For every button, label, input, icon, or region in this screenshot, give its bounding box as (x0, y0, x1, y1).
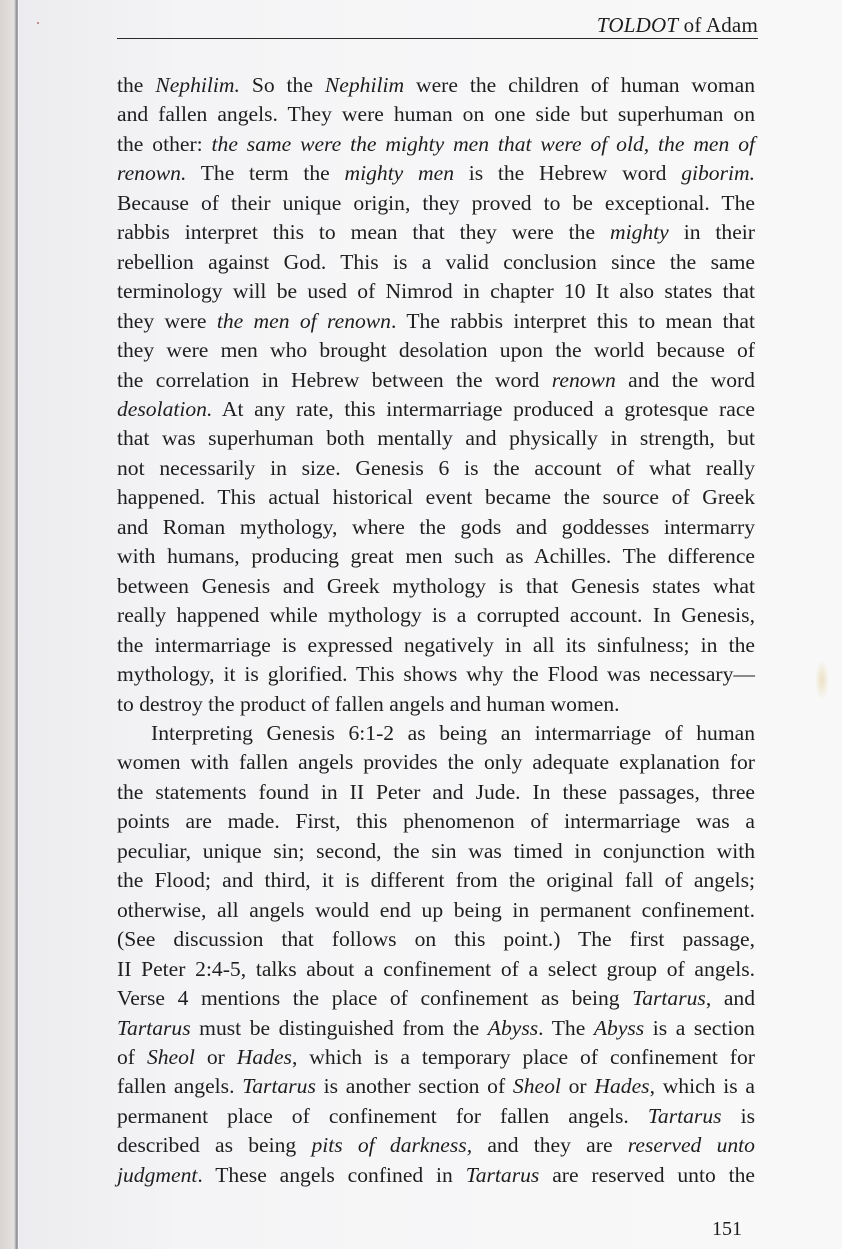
italic-run: giborim. (681, 161, 756, 186)
text-line (117, 631, 755, 660)
page-number: 151 (712, 1218, 742, 1240)
text-line (117, 395, 755, 424)
text-run: permanent place of confinement for fallen angels. (117, 1103, 648, 1128)
text-run: (See discussion that follows on this point.) The first passage, (117, 927, 755, 952)
text-line (117, 925, 755, 954)
text-line (117, 336, 755, 365)
text-run: the Flood; and third, it is different from the original fall of angels; (117, 868, 755, 893)
text-line (117, 1014, 755, 1043)
text-line (117, 189, 755, 218)
text-line (117, 71, 755, 100)
text-run: in their (668, 220, 756, 245)
text-line (117, 1043, 755, 1072)
text-line (117, 660, 755, 689)
paragraph (117, 71, 755, 719)
text-line (117, 218, 755, 247)
text-line (117, 837, 755, 866)
italic-run: Abyss (593, 1015, 645, 1040)
text-line (117, 307, 755, 336)
text-run: with humans, producing great men such as Achilles. The difference (117, 544, 755, 569)
text-run: they were (117, 308, 217, 333)
italic-run: Nephilim (324, 73, 405, 97)
text-run: and they are (472, 1133, 628, 1158)
text-run: peculiar, unique sin; second, the sin was timed in conjunction with (117, 838, 755, 863)
text-run: the correlation in Hebrew between the word (117, 367, 552, 392)
italic-run: Sheol (146, 1044, 195, 1069)
italic-run: Tartarus (647, 1103, 722, 1128)
italic-run: Tartarus (117, 1015, 191, 1040)
text-run: fallen angels. (117, 1074, 243, 1099)
text-run: or (194, 1044, 237, 1069)
text-run: and fallen angels. They were human on one side but superhuman on (117, 102, 755, 127)
text-run: or (560, 1074, 595, 1099)
text-run: . The rabbis interpret this to mean that (390, 308, 756, 333)
text-line (117, 1102, 755, 1131)
text-line (117, 454, 755, 483)
text-line (117, 572, 755, 601)
paper-speck (37, 22, 39, 24)
text-run: So the (239, 73, 325, 97)
text-run: they were men who brought desolation upon the world because of (117, 338, 755, 363)
text-run: rebellion against God. This is a valid conclusion since the same (117, 249, 755, 274)
text-run: the (117, 73, 156, 97)
text-line (117, 1072, 755, 1101)
italic-run: Sheol (512, 1074, 561, 1099)
text-run: . These angels confined in (197, 1162, 466, 1187)
text-line (117, 896, 755, 925)
text-run: terminology will be used of Nimrod in chapter 10 It also states that (117, 279, 755, 304)
text-line (117, 719, 755, 748)
italic-run: desolation. (117, 396, 213, 421)
text-run: mythology, it is glorified. This shows why the Flood was necessary— (117, 662, 755, 687)
italic-run: Nephilim. (155, 73, 240, 97)
text-run: were the children of human woman (404, 73, 755, 97)
text-run: to destroy the product of fallen angels and human women. (117, 691, 620, 716)
italic-run: Tartarus (242, 1074, 316, 1099)
text-run: is the Hebrew word (454, 161, 682, 186)
text-run: and the word (615, 367, 755, 392)
italic-run: the men of renown (216, 308, 391, 333)
text-run: that was superhuman both mentally and physically in strength, but (117, 426, 755, 451)
text-run: , which is a temporary place of confinement for (291, 1044, 755, 1069)
body-text (117, 71, 755, 1190)
text-line (117, 542, 755, 571)
text-run: and Roman mythology, where the gods and goddesses intermarry (117, 514, 755, 539)
text-line (117, 130, 755, 159)
text-run: points are made. First, this phenomenon of intermarriage was a (117, 809, 755, 834)
text-line (117, 778, 755, 807)
text-line (117, 690, 755, 719)
book-gutter-edge (0, 0, 18, 1249)
running-head-title (597, 13, 758, 38)
text-line (117, 366, 755, 395)
italic-run: Tartarus (465, 1162, 540, 1187)
italic-run: Hades (594, 1074, 650, 1099)
text-line (117, 748, 755, 777)
text-line (117, 866, 755, 895)
running-head-title-rest: of Adam (678, 13, 758, 37)
text-run: , and (705, 986, 755, 1011)
italic-run: Hades (236, 1044, 292, 1069)
paragraph (117, 719, 755, 1190)
italic-run: the same were the mighty men that were of old, the men of (211, 131, 755, 156)
text-run: is another section of (315, 1074, 513, 1099)
text-run: women with fallen angels provides the only adequate explanation for (117, 750, 755, 775)
text-run: is (721, 1103, 755, 1128)
text-line (117, 100, 755, 129)
text-run: between Genesis and Greek mythology is that Genesis states what (117, 573, 755, 598)
italic-run: renown (551, 367, 616, 392)
text-run: , which is a (649, 1074, 755, 1099)
text-line (117, 984, 755, 1013)
text-run: Verse 4 mentions the place of confinement as being (117, 986, 633, 1011)
text-run: of (117, 1044, 147, 1069)
text-line (117, 159, 755, 188)
text-run: . The (538, 1015, 594, 1040)
italic-run: mighty (609, 220, 669, 245)
italic-run: judgment (117, 1162, 198, 1187)
text-run: not necessarily in size. Genesis 6 is the account of what really (117, 455, 755, 480)
italic-run: pits of darkness, (311, 1133, 473, 1158)
italic-run: Tartarus (632, 986, 706, 1011)
text-run: The term the (186, 161, 345, 186)
text-run: Interpreting Genesis 6:1-2 as being an intermarriage of human (151, 720, 755, 745)
text-run: rabbis interpret this to mean that they were the (117, 220, 610, 245)
text-run: must be distinguished from the (190, 1015, 488, 1040)
text-line (117, 513, 755, 542)
text-line (117, 601, 755, 630)
italic-run: reserved unto (627, 1133, 755, 1158)
text-line (117, 277, 755, 306)
text-run: the statements found in II Peter and Jude. In these passages, three (117, 779, 755, 804)
text-run: Because of their unique origin, they proved to be exceptional. The (117, 190, 755, 215)
text-run: is a section (644, 1015, 755, 1040)
text-run: described as being (117, 1133, 312, 1158)
text-line (117, 424, 755, 453)
text-run: At any rate, this intermarriage produced a grotesque race (212, 396, 755, 421)
text-run: II Peter 2:4-5, talks about a confinement of a select group of angels. (117, 956, 755, 981)
running-head (117, 10, 758, 39)
text-line (117, 807, 755, 836)
italic-run: Abyss (487, 1015, 539, 1040)
text-line (117, 1161, 755, 1190)
text-line (117, 1131, 755, 1160)
paper-stain (815, 660, 829, 700)
text-line (117, 248, 755, 277)
text-run: happened. This actual historical event became the source of Greek (117, 485, 755, 510)
italic-run: mighty men (344, 161, 454, 186)
running-head-title-italic: TOLDOT (596, 13, 679, 37)
text-line (117, 955, 755, 984)
text-run: otherwise, all angels would end up being in permanent confinement. (117, 897, 755, 922)
text-run: the intermarriage is expressed negatively in all its sinfulness; in the (117, 632, 755, 657)
italic-run: renown. (117, 161, 187, 186)
text-run: really happened while mythology is a corrupted account. In Genesis, (117, 603, 755, 628)
text-line (117, 483, 755, 512)
text-run: the other: (117, 131, 212, 156)
text-run: are reserved unto the (539, 1162, 755, 1187)
